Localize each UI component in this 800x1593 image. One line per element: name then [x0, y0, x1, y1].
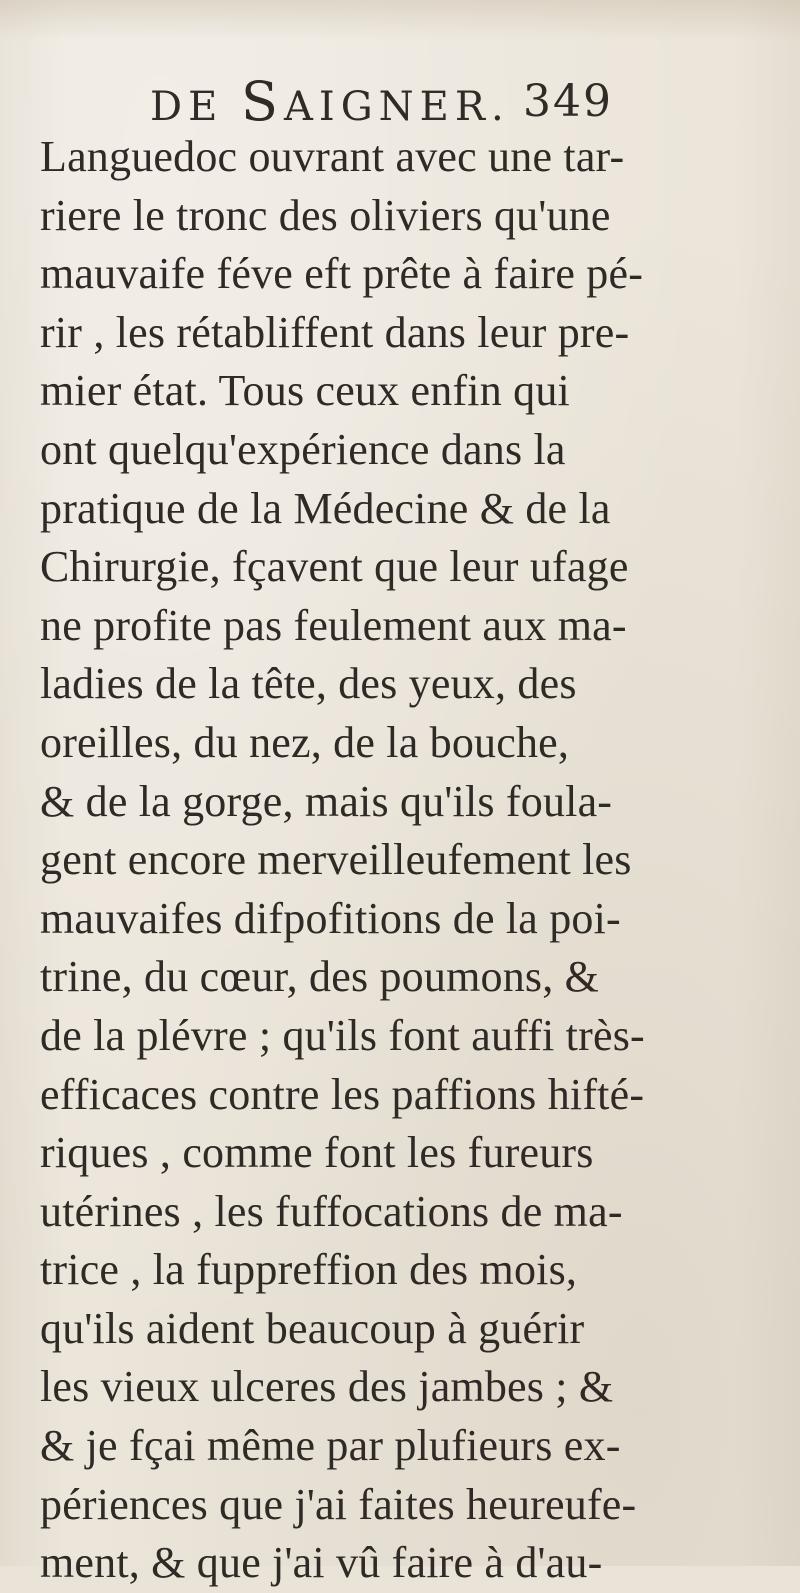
text-line: rir , les rétabliffent dans leur pre- [40, 307, 630, 357]
text-line: Chirurgie, fçavent que leur ufage [40, 542, 629, 592]
running-head [150, 72, 670, 132]
running-head-rest: AIGNER. [284, 84, 510, 130]
text-line: efficaces contre les paffions hifté- [40, 1069, 645, 1119]
text-line: trine, du cœur, des poumons, & [40, 952, 600, 1002]
text-line: ont quelqu'expérience dans la [40, 424, 566, 474]
text-line: utérines , les fuffocations de ma- [40, 1186, 623, 1236]
text-line: Languedoc ouvrant avec une tar- [40, 132, 625, 181]
running-head-prefix: DE [150, 84, 224, 130]
page-edge-shadow [0, 0, 800, 40]
text-line: mauvaifes difpofitions de la poi- [40, 893, 621, 943]
text-line: & de la gorge, mais qu'ils foula- [40, 776, 613, 826]
page-number: 349 [523, 76, 613, 127]
text-line: riere le tronc des oliviers qu'une [40, 190, 611, 240]
text-line: qu'ils aident beaucoup à guérir [40, 1303, 585, 1353]
running-head-initial: S [241, 70, 284, 133]
text-line: gent encore merveilleufement les [40, 835, 632, 885]
text-line: & je fçai même par plufieurs ex- [40, 1421, 621, 1471]
text-line: ladies de la tête, des yeux, des [40, 659, 577, 709]
text-line: ment, & que j'ai vû faire à d'au- [40, 1538, 603, 1588]
text-line: trice , la fuppreffion des mois, [40, 1245, 578, 1295]
text-line: mauvaife féve eft prête à faire pé- [40, 249, 644, 299]
text-line: mier état. Tous ceux enfin qui [40, 366, 570, 416]
text-line: oreilles, du nez, de la bouche, [40, 717, 570, 767]
text-line: pratique de la Médecine & de la [40, 483, 611, 533]
text-line: périences que j'ai faites heureufe- [40, 1479, 637, 1529]
text-block [40, 128, 770, 1593]
text-line: de la plévre ; qu'ils font auffi très- [40, 1010, 645, 1060]
text-line: ne profite pas feulement aux ma- [40, 600, 627, 650]
text-line: les vieux ulceres des jambes ; & [40, 1362, 614, 1412]
text-line: riques , comme font les fureurs [40, 1128, 594, 1178]
